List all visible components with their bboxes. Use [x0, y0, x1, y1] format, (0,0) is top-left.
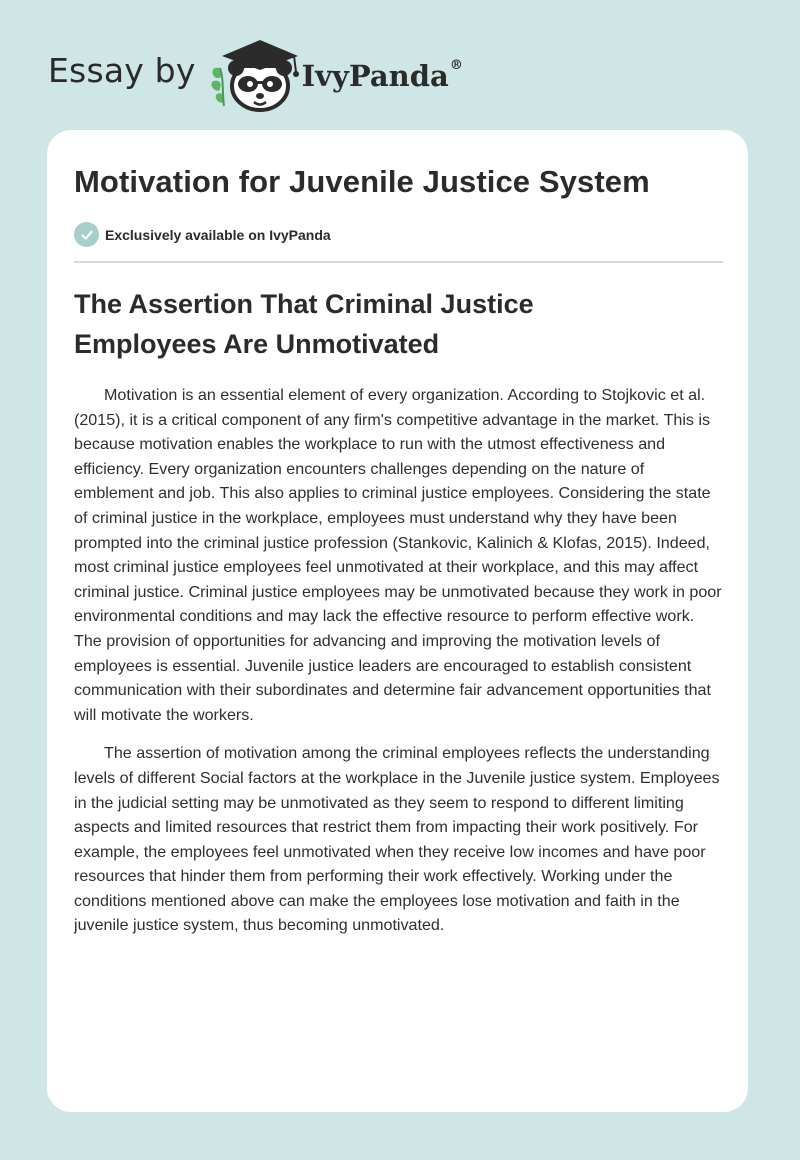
- trademark-symbol: ®: [449, 58, 463, 74]
- panda-graduate-icon: [210, 34, 306, 114]
- check-circle-icon: [74, 222, 99, 247]
- page-title: Motivation for Juvenile Justice System: [74, 164, 650, 199]
- essay-by-label: Essay by: [48, 50, 196, 90]
- brand-name: IvyPanda®: [301, 58, 463, 93]
- essay-card: [47, 130, 748, 1112]
- essay-body: [74, 383, 724, 952]
- section-heading: The Assertion That Criminal Justice Employees Are Unmotivated: [74, 289, 534, 359]
- badge-label: Exclusively available on IvyPanda: [105, 226, 331, 243]
- paragraph: Motivation is an essential element of every organization. According to Stojkovic et al. (2015), it is a critical component of any firm's competitive advantage in the market. This is because motivation enables the workplace to run with the utmost effectiveness and efficiency. Every organization encounters challenges depending on the nature of emblement and job. This also applies to criminal justice employees. Considering the state of criminal justice in the workplace, employees must understand why they have been prompted into the criminal justice profession (Stankovic, Kalinich & Klofas, 2015). Indeed, most criminal justice employees feel unmotivated at their workplace, and this may affect criminal justice. Criminal justice employees may be unmotivated because they work in poor environmental conditions and may lack the effective resource to perform effective work. The provision of opportunities for advancing and improving the motivation levels of employees is essential. Juvenile justice leaders are encouraged to establish consistent communication with their subordinates and determine fair advancement opportunities that will motivate the workers.: [74, 386, 722, 724]
- exclusive-badge: [74, 222, 331, 247]
- paragraph: The assertion of motivation among the criminal employees reflects the understanding levels of different Social factors at the workplace in the Juvenile justice system. Employees in the judicial setting may be unmotivated as they seem to respond to different limiting aspects and limited resources that restrict them from impacting their work positively. For example, the employees feel unmotivated when they receive low incomes and have poor resources that hinder them from performing their work effectively. Working under the conditions mentioned above can make the employees lose motivation and faith in the juvenile justice system, thus becoming unmotivated.: [74, 744, 720, 935]
- divider: [74, 261, 723, 263]
- site-header: [48, 34, 463, 114]
